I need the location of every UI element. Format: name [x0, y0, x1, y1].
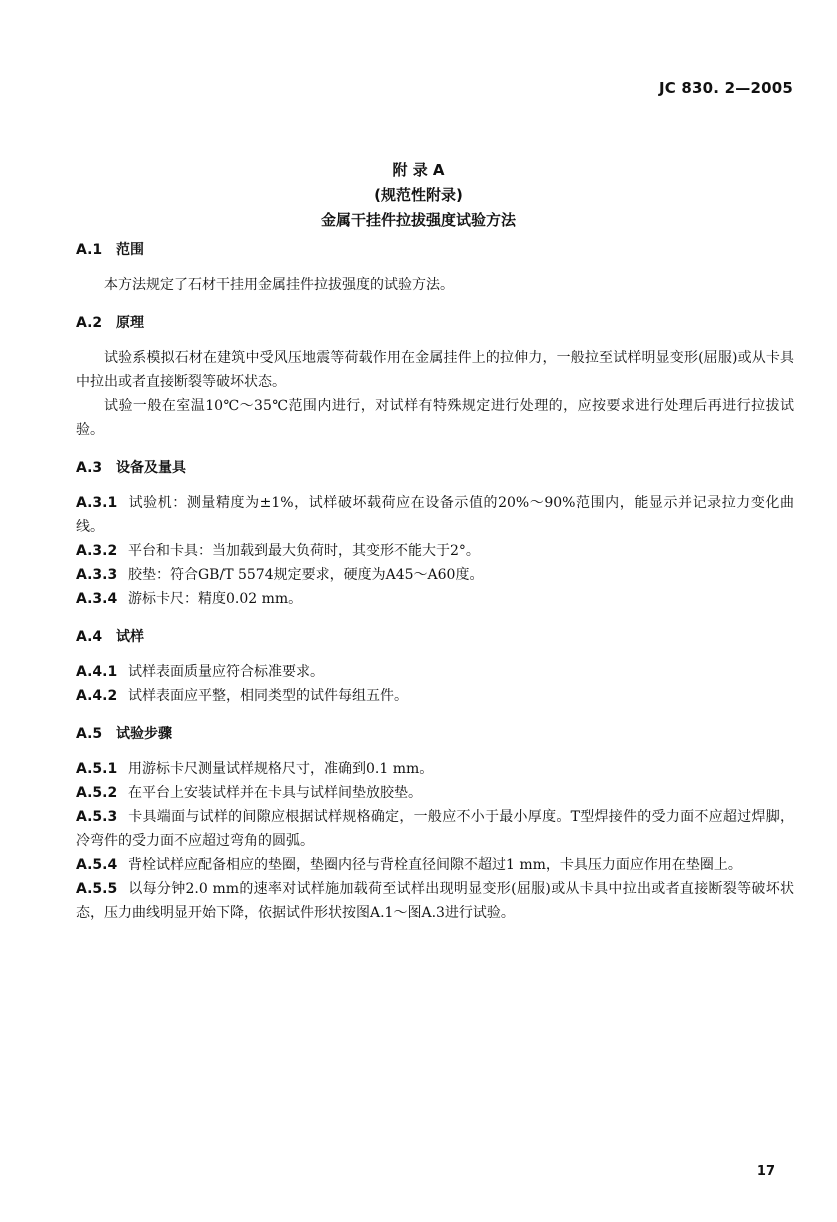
- clause-a5-3: [76, 805, 794, 853]
- paragraph: 试验一般在室温10℃～35℃范围内进行，对试样有特殊规定进行处理的，应按要求进行处理后再进行拉拔试验。: [76, 398, 794, 438]
- main-content: [76, 238, 794, 925]
- section-number: A.5: [76, 726, 103, 742]
- clause-text: 卡具端面与试样的间隙应根据试样规格确定，一般应不小于最小厚度。T型焊接件的受力面不应超过焊脚，冷弯件的受力面不应超过弯角的圆弧。: [76, 809, 794, 849]
- section-title: 原理: [116, 315, 144, 331]
- clause-a3-4: [76, 587, 794, 611]
- annex-nature: (规范性附录): [374, 186, 463, 204]
- clause-number: A.3.3: [76, 567, 118, 583]
- clause-text: 胶垫：符合GB/T 5574规定要求，硬度为A45～A60度。: [128, 567, 484, 583]
- annex-title-block: [0, 158, 837, 233]
- clause-a4-1: [76, 660, 794, 684]
- clause-number: A.5.4: [76, 857, 118, 873]
- clause-text: 在平台上安装试样并在卡具与试样间垫放胶垫。: [128, 785, 422, 801]
- clause-text: 试样表面质量应符合标准要求。: [128, 664, 324, 680]
- section-number: A.3: [76, 460, 103, 476]
- paragraph: 试验系模拟石材在建筑中受风压地震等荷载作用在金属挂件上的拉伸力，一般拉至试样明显变形(屈服)或从卡具中拉出或者直接断裂等破坏状态。: [76, 350, 794, 390]
- section-heading-a2: [76, 311, 794, 335]
- clause-a5-2: [76, 781, 794, 805]
- clause-number: A.3.2: [76, 543, 118, 559]
- clause-a4-2: [76, 684, 794, 708]
- section-title: 试样: [116, 629, 144, 645]
- clause-text: 以每分钟2.0 mm的速率对试样施加载荷至试样出现明显变形(屈服)或从卡具中拉出或者直接断裂等破坏状态，压力曲线明显开始下降，依据试件形状按图A.1～图A.3进行试验。: [76, 881, 794, 921]
- section-number: A.1: [76, 242, 103, 258]
- clause-text: 试样表面应平整，相同类型的试件每组五件。: [128, 688, 408, 704]
- clause-text: 试验机：测量精度为±1%，试样破坏载荷应在设备示值的20%～90%范围内，能显示并记录拉力变化曲线。: [76, 495, 794, 535]
- clause-text: 平台和卡具：当加载到最大负荷时，其变形不能大于2°。: [128, 543, 480, 559]
- section-heading-a1: [76, 238, 794, 262]
- clause-text: 背栓试样应配备相应的垫圈，垫圈内径与背栓直径间隙不超过1 mm，卡具压力面应作用在垫圈上。: [128, 857, 742, 873]
- clause-text: 用游标卡尺测量试样规格尺寸，准确到0.1 mm。: [128, 761, 434, 777]
- section-title: 范围: [116, 242, 144, 258]
- clause-text: 游标卡尺：精度0.02 mm。: [128, 591, 303, 607]
- section-title: 设备及量具: [116, 460, 186, 476]
- section-number: A.4: [76, 629, 103, 645]
- annex-name: 金属干挂件拉拔强度试验方法: [320, 211, 516, 229]
- clause-a5-4: [76, 853, 794, 877]
- section-heading-a3: [76, 456, 794, 480]
- section-heading-a5: [76, 722, 794, 746]
- clause-number: A.3.1: [76, 495, 118, 511]
- section-heading-a4: [76, 625, 794, 649]
- clause-a5-5: [76, 877, 794, 925]
- clause-a3-3: [76, 563, 794, 587]
- clause-number: A.5.3: [76, 809, 118, 825]
- clause-number: A.3.4: [76, 591, 118, 607]
- annex-label: 附 录 A: [392, 161, 445, 179]
- paragraph: 本方法规定了石材干挂用金属挂件拉拔强度的试验方法。: [104, 277, 454, 293]
- clause-number: A.4.2: [76, 688, 118, 704]
- clause-number: A.4.1: [76, 664, 118, 680]
- section-number: A.2: [76, 315, 103, 331]
- clause-number: A.5.5: [76, 881, 118, 897]
- standard-code: JC 830. 2—2005: [658, 79, 793, 97]
- section-title: 试验步骤: [116, 726, 172, 742]
- clause-a3-1: [76, 491, 794, 539]
- clause-number: A.5.2: [76, 785, 118, 801]
- clause-number: A.5.1: [76, 761, 118, 777]
- clause-a5-1: [76, 757, 794, 781]
- clause-a3-2: [76, 539, 794, 563]
- page-number: 17: [756, 1164, 775, 1179]
